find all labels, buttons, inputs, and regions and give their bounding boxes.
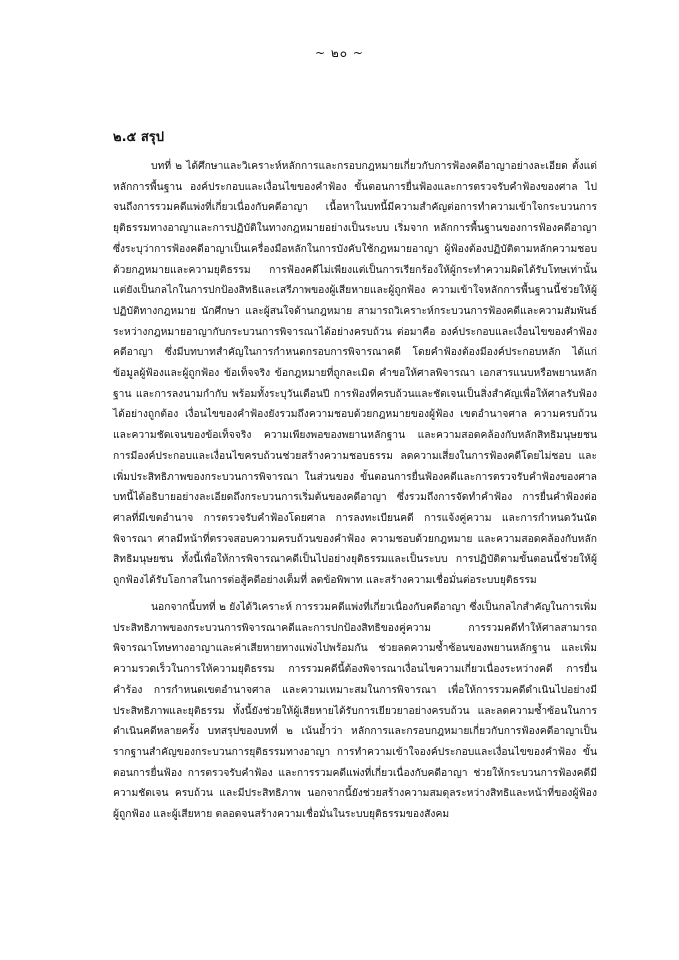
page-number: ~ ๒๐ ~	[315, 46, 364, 60]
section-heading: ๒.๕ สรุป	[113, 130, 165, 145]
body-paragraph-1: บทที่ ๒ ได้ศึกษาและวิเคราะห์หลักการและกรอบกฎหมายเกี่ยวกับการฟ้องคดีอาญาอย่างละเอียด ตั้งแต่หลักการพื้นฐาน องค์ประกอบและเงื่อนไขของคำฟ้อง ขั้นตอนการยื่นฟ้องและการตรวจรับคำฟ้องของศาล ไปจนถึงการรวมคดีแพ่งที่เกี่ยวเนื่องกับคดีอาญา เนื้อหาในบทนี้มีความสำคัญต่อการทำความเข้าใจกระบวนการยุติธรรมทางอาญาและการปฏิบัติในทางกฎหมายอย่างเป็นระบบ เริ่มจาก หลักการพื้นฐานของการฟ้องคดีอาญา ซึ่งระบุว่าการฟ้องคดีอาญาเป็นเครื่องมือหลักในการบังคับใช้กฎหมายอาญา ผู้ฟ้องต้องปฏิบัติตามหลักความชอบด้วยกฎหมายและความยุติธรรม การฟ้องคดีไม่เพียงแต่เป็นการเรียกร้องให้ผู้กระทำความผิดได้รับโทษเท่านั้น แต่ยังเป็นกลไกในการปกป้องสิทธิและเสรีภาพของผู้เสียหายและผู้ถูกฟ้อง ความเข้าใจหลักการพื้นฐานนี้ช่วยให้ผู้ปฏิบัติทางกฎหมาย นักศึกษา และผู้สนใจด้านกฎหมาย สามารถวิเคราะห์กระบวนการฟ้องคดีและความสัมพันธ์ระหว่างกฎหมายอาญากับกระบวนการพิจารณาได้อย่างครบถ้วน ต่อมาคือ องค์ประกอบและเงื่อนไขของคำฟ้องคดีอาญา ซึ่งมีบทบาทสำคัญในการกำหนดกรอบการพิจารณาคดี โดยคำฟ้องต้องมีองค์ประกอบหลัก ได้แก่ ข้อมูลผู้ฟ้องและผู้ถูกฟ้อง ข้อเท็จจริง ข้อกฎหมายที่ถูกละเมิด คำขอให้ศาลพิจารณา เอกสารแนบหรือพยานหลักฐาน และการลงนามกำกับ พร้อมทั้งระบุวันเดือนปี การฟ้องที่ครบถ้วนและชัดเจนเป็นสิ่งสำคัญเพื่อให้ศาลรับฟ้องได้อย่างถูกต้อง เงื่อนไขของคำฟ้องยังรวมถึงความชอบด้วยกฎหมายของผู้ฟ้อง เขตอำนาจศาล ความครบถ้วนและความชัดเจนของข้อเท็จจริง ความเพียงพอของพยานหลักฐาน และความสอดคล้องกับหลักสิทธิมนุษยชน การมีองค์ประกอบและเงื่อนไขครบถ้วนช่วยสร้างความชอบธรรม ลดความเสี่ยงในการฟ้องคดีโดยไม่ชอบ และเพิ่มประสิทธิภาพของกระบวนการพิจารณา ในส่วนของ ขั้นตอนการยื่นฟ้องคดีและการตรวจรับคำฟ้องของศาล บทนี้ได้อธิบายอย่างละเอียดถึงกระบวนการเริ่มต้นของคดีอาญา ซึ่งรวมถึงการจัดทำคำฟ้อง การยื่นคำฟ้องต่อศาลที่มีเขตอำนาจ การตรวจรับคำฟ้องโดยศาล การลงทะเบียนคดี การแจ้งคู่ความ และการกำหนดวันนัดพิจารณา ศาลมีหน้าที่ตรวจสอบความครบถ้วนของคำฟ้อง ความชอบด้วยกฎหมาย และความสอดคล้องกับหลักสิทธิมนุษยชน ทั้งนี้เพื่อให้การพิจารณาคดีเป็นไปอย่างยุติธรรมและเป็นระบบ การปฏิบัติตามขั้นตอนนี้ช่วยให้ผู้ถูกฟ้องได้รับโอกาสในการต่อสู้คดีอย่างเต็มที่ ลดข้อพิพาท และสร้างความเชื่อมั่นต่อระบบยุติธรรม	[113, 160, 597, 587]
body-paragraph-2: นอกจากนี้บทที่ ๒ ยังได้วิเคราะห์ การรวมคดีแพ่งที่เกี่ยวเนื่องกับคดีอาญา ซึ่งเป็นกลไกสำคัญในการเพิ่มประสิทธิภาพของกระบวนการพิจารณาคดีและการปกป้องสิทธิของคู่ความ การรวมคดีทำให้ศาลสามารถพิจารณาโทษทางอาญาและค่าเสียหายทางแพ่งไปพร้อมกัน ช่วยลดความซ้ำซ้อนของพยานหลักฐาน และเพิ่มความรวดเร็วในการให้ความยุติธรรม การรวมคดีนี้ต้องพิจารณาเงื่อนไขความเกี่ยวเนื่องระหว่างคดี การยื่นคำร้อง การกำหนดเขตอำนาจศาล และความเหมาะสมในการพิจารณา เพื่อให้การรวมคดีดำเนินไปอย่างมีประสิทธิภาพและยุติธรรม ทั้งนี้ยังช่วยให้ผู้เสียหายได้รับการเยียวยาอย่างครบถ้วน และลดความซ้ำซ้อนในการดำเนินคดีหลายครั้ง บทสรุปของบทที่ ๒ เน้นย้ำว่า หลักการและกรอบกฎหมายเกี่ยวกับการฟ้องคดีอาญาเป็นรากฐานสำคัญของกระบวนการยุติธรรมทางอาญา การทำความเข้าใจองค์ประกอบและเงื่อนไขของคำฟ้อง ขั้นตอนการยื่นฟ้อง การตรวจรับคำฟ้อง และการรวมคดีแพ่งที่เกี่ยวเนื่องกับคดีอาญา ช่วยให้กระบวนการฟ้องคดีมีความชัดเจน ครบถ้วน และมีประสิทธิภาพ นอกจากนี้ยังช่วยสร้างความสมดุลระหว่างสิทธิและหน้าที่ของผู้ฟ้อง ผู้ถูกฟ้อง และผู้เสียหาย ตลอดจนสร้างความเชื่อมั่นในระบบยุติธรรมของสังคม	[113, 601, 597, 821]
